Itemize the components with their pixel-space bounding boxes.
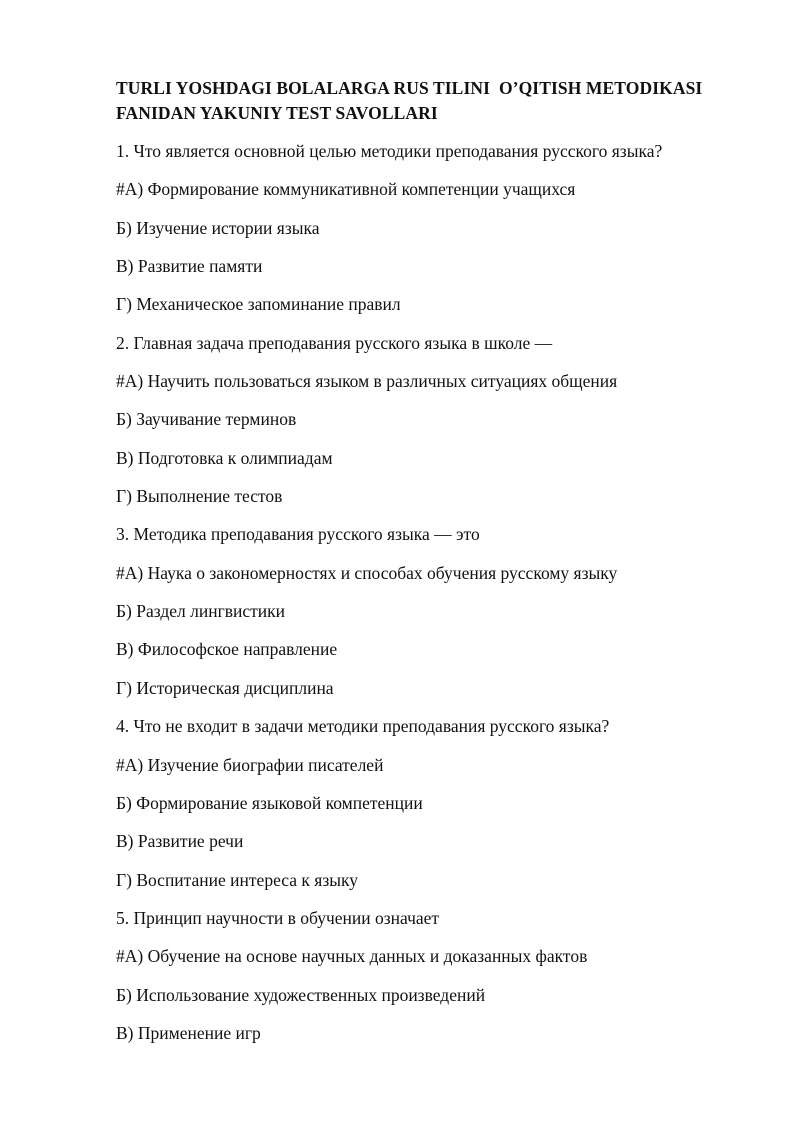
answer-1g: Г) Механическое запоминание правил [116,294,401,315]
answer-3b: Б) Раздел лингвистики [116,601,286,622]
question-3: 3. Методика преподавания русского языка — это [116,524,480,545]
answer-3a-correct: #А) Наука о закономерностях и способах обучения русскому языку [116,562,618,583]
answer-2v: В) Подготовка к олимпиадам [116,447,333,468]
question-4: 4. Что не входит в задачи методики преподавания русского языка? [116,716,610,737]
question-list [116,139,776,1059]
answer-4g: Г) Воспитание интереса к языку [116,869,359,890]
document-title [116,76,776,126]
answer-2b: Б) Заучивание терминов [116,409,297,430]
answer-5a-correct: #А) Обучение на основе научных данных и доказанных фактов [116,946,588,967]
title-line-1: TURLI YOSHDAGI BOLALARGA RUS TILINI O’QITISH METODIKASI [116,78,703,98]
answer-4a-correct: #А) Изучение биографии писателей [116,754,384,775]
answer-2a-correct: #А) Научить пользоваться языком в различных ситуациях общения [116,371,618,392]
answer-3v: В) Философское направление [116,639,338,660]
question-2: 2. Главная задача преподавания русского языка в школе — [116,332,553,353]
answer-4v: В) Развитие речи [116,831,244,852]
answer-1a-correct: #А) Формирование коммуникативной компетенции учащихся [116,179,576,200]
answer-5v: В) Применение игр [116,1022,261,1043]
answer-3g: Г) Историческая дисциплина [116,677,334,698]
answer-1v: В) Развитие памяти [116,256,263,277]
question-5: 5. Принцип научности в обучении означает [116,907,440,928]
answer-2g: Г) Выполнение тестов [116,486,283,507]
answer-5b: Б) Использование художественных произведений [116,984,486,1005]
title-line-2: FANIDAN YAKUNIY TEST SAVOLLARI [116,103,438,123]
question-1: 1. Что является основной целью методики преподавания русского языка? [116,141,663,161]
answer-1b: Б) Изучение истории языка [116,217,320,238]
answer-4b: Б) Формирование языковой компетенции [116,792,423,813]
